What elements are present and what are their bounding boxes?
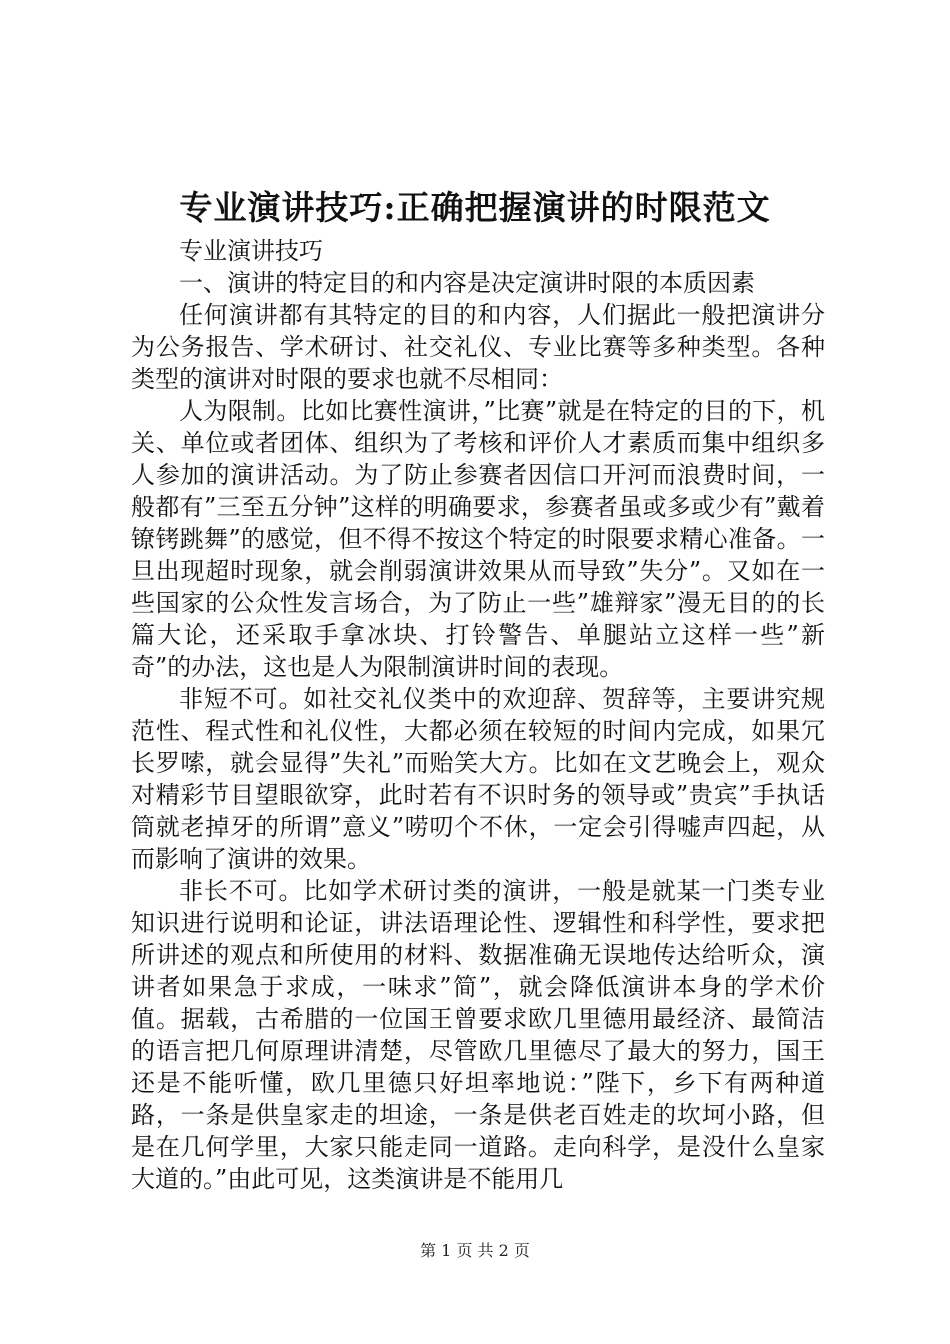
paragraph-intro: 任何演讲都有其特定的目的和内容，人们据此一般把演讲分为公务报告、学术研讨、社交礼仪、专业比赛等多种类型。各种类型的演讲对时限的要求也就不尽相同： <box>131 301 825 393</box>
paragraph-must-be-long: 非长不可。比如学术研讨类的演讲，一般是就某一门类专业知识进行说明和论证，讲法语理论性、逻辑性和科学性，要求把所讲述的观点和所使用的材料、数据准确无误地传达给听众，演讲者如果急于求成，一味求”简”，就会降低演讲本身的学术价值。据载，古希腊的一位国王曾要求欧几里德用最经济、最简洁的语言把几何原理讲清楚，尽管欧几里德尽了最大的努力，国王还是不能听懂，欧几里德只好坦率地说：”陛下，乡下有两种道路，一条是供皇家走的坦途，一条是供老百姓走的坎坷小路，但是在几何学里，大家只能走同一道路。走向科学，是没什么皇家大道的。”由此可见，这类演讲是不能用几 <box>131 877 825 1193</box>
paragraph-must-be-short: 非短不可。如社交礼仪类中的欢迎辞、贺辞等，主要讲究规范性、程式性和礼仪性，大都必须在较短的时间内完成，如果冗长罗嗦，就会显得”失礼”而贻笑大方。比如在文艺晚会上，观众对精彩节目望眼欲穿，此时若有不识时务的领导或”贵宾”手执话筒就老掉牙的所谓”意义”唠叨个不休，一定会引得嘘声四起，从而影响了演讲的效果。 <box>131 685 825 873</box>
paragraph-subtitle: 专业演讲技巧 <box>179 237 323 265</box>
document-body <box>131 235 825 1195</box>
document-title: 专业演讲技巧:正确把握演讲的时限范文 <box>179 188 771 227</box>
paragraph-section-heading: 一、演讲的特定目的和内容是决定演讲时限的本质因素 <box>179 269 755 297</box>
page-footer: 第 1 页 共 2 页 <box>420 1241 530 1260</box>
paragraph-artificial-limit: 人为限制。比如比赛性演讲，”比赛”就是在特定的目的下，机关、单位或者团体、组织为了考核和评价人才素质而集中组织多人参加的演讲活动。为了防止参赛者因信口开河而浪费时间，一般都有”三至五分钟”这样的明确要求，参赛者虽或多或少有”戴着镣铐跳舞”的感觉，但不得不按这个特定的时限要求精心准备。一旦出现超时现象，就会削弱演讲效果从而导致”失分”。又如在一些国家的公众性发言场合，为了防止一些”雄辩家”漫无目的的长篇大论，还采取手拿冰块、打铃警告、单腿站立这样一些”新奇”的办法，这也是人为限制演讲时间的表现。 <box>131 397 825 681</box>
